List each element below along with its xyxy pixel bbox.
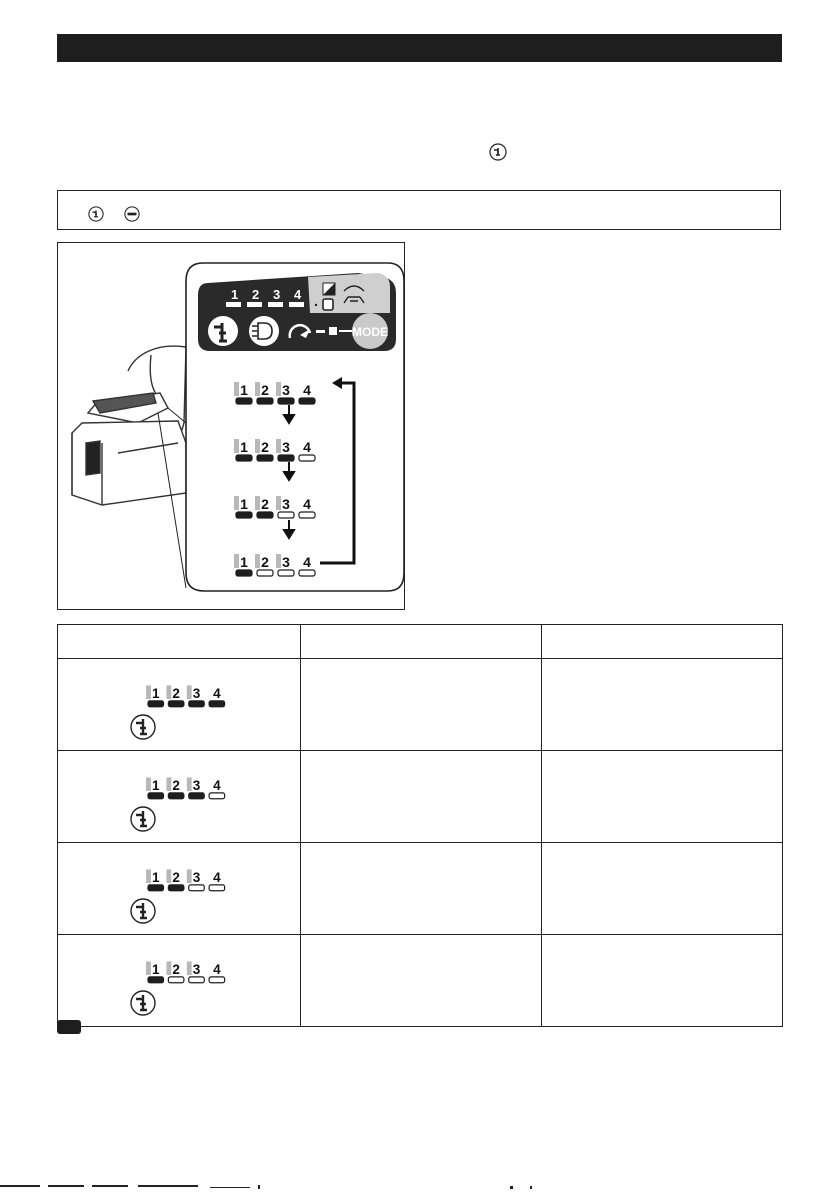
sequence-digit-shade <box>276 496 281 510</box>
table-indicator-digit: 4 <box>213 870 221 885</box>
light-button-icon[interactable] <box>249 316 279 346</box>
sequence-led-off <box>278 570 294 576</box>
table-indicator-led-on <box>209 701 225 707</box>
sequence-led-on <box>236 570 252 576</box>
impact-force-icon <box>88 206 104 222</box>
table-cell <box>542 935 783 1027</box>
sequence-digit-shade <box>255 382 260 396</box>
table-row <box>58 935 783 1027</box>
table-indicator-digit: 2 <box>172 778 180 793</box>
sequence-digit: 4 <box>303 554 311 570</box>
impact-force-icon <box>131 991 155 1015</box>
sequence-led-on <box>257 455 273 461</box>
table-indicator-digit: 3 <box>192 686 201 701</box>
indicator-table <box>57 624 783 1027</box>
sequence-digit-shade <box>234 382 239 396</box>
indicator-row-icon <box>58 659 299 745</box>
table-indicator-digit-shade <box>166 869 171 883</box>
table-indicator-digit-shade <box>166 685 171 699</box>
table-indicator-led-off <box>209 977 225 983</box>
sequence-led-on <box>299 398 315 404</box>
table-cell <box>301 751 542 843</box>
sequence-digit: 2 <box>261 496 269 512</box>
sequence-digit-shade <box>234 496 239 510</box>
impact-force-icon <box>131 807 155 831</box>
table-indicator-led-off <box>189 977 205 983</box>
table-indicator-led-on <box>148 701 164 707</box>
table-indicator-digit: 2 <box>172 962 180 977</box>
indicator-cell <box>58 751 301 843</box>
table-indicator-digit: 3 <box>192 962 201 977</box>
sequence-digit: 3 <box>282 439 290 455</box>
table-cell <box>301 843 542 935</box>
sequence-digit-shade <box>234 439 239 453</box>
table-indicator-digit-shade <box>166 961 171 975</box>
table-indicator-led-off <box>189 885 205 891</box>
indicator-row-icon <box>58 751 299 837</box>
table-indicator-digit: 4 <box>213 962 221 977</box>
impact-force-icon <box>489 143 507 161</box>
table-indicator-digit-shade <box>166 777 171 791</box>
table-indicator-led-on <box>148 885 164 891</box>
note-box <box>57 190 781 230</box>
sequence-led-on <box>257 398 273 404</box>
table-indicator-digit: 2 <box>172 686 180 701</box>
sequence-digit: 1 <box>240 554 248 570</box>
sequence-digit: 2 <box>261 554 269 570</box>
sequence-digit: 2 <box>261 439 269 455</box>
section-header-bar <box>57 34 782 62</box>
table-cell <box>542 659 783 751</box>
indicator-row-icon <box>58 935 299 1021</box>
sequence-led-off <box>278 512 294 518</box>
sequence-digit: 4 <box>303 439 311 455</box>
indicator-row-icon <box>58 843 299 929</box>
table-indicator-digit: 4 <box>213 686 221 701</box>
table-indicator-digit-shade <box>146 961 151 975</box>
table-cell <box>542 751 783 843</box>
table-indicator-digit-shade <box>187 777 192 791</box>
table-indicator-led-off <box>209 885 225 891</box>
table-indicator-digit-shade <box>187 961 192 975</box>
table-indicator-led-on <box>168 793 184 799</box>
indicator-cell <box>58 843 301 935</box>
sequence-digit: 1 <box>240 496 248 512</box>
indicator-cell <box>58 935 301 1027</box>
impact-force-icon <box>131 715 155 739</box>
table-indicator-digit-shade <box>146 869 151 883</box>
table-header-cell <box>58 625 301 659</box>
sequence-digit: 3 <box>282 554 290 570</box>
panel-digit: 3 <box>273 287 281 302</box>
table-indicator-digit-shade <box>187 685 192 699</box>
table-cell <box>301 659 542 751</box>
mode-button-label: MODE <box>352 325 388 339</box>
table-indicator-led-on <box>168 701 184 707</box>
table-header-row <box>58 625 783 659</box>
sequence-led-on <box>278 455 294 461</box>
table-indicator-digit: 1 <box>151 778 160 793</box>
sequence-digit-shade <box>234 554 239 568</box>
sequence-digit: 3 <box>282 382 290 398</box>
indicator-cell <box>58 659 301 751</box>
panel-digit: 4 <box>294 287 302 302</box>
table-row <box>58 843 783 935</box>
table-header-cell <box>301 625 542 659</box>
panel-led <box>226 302 241 307</box>
table-indicator-led-off <box>168 977 184 983</box>
table-cell <box>301 935 542 1027</box>
table-indicator-digit: 2 <box>172 870 180 885</box>
sequence-led-on <box>257 512 273 518</box>
sequence-digit-shade <box>276 439 281 453</box>
table-indicator-digit: 3 <box>192 778 201 793</box>
sequence-digit-shade <box>276 382 281 396</box>
impact-force-button-icon[interactable] <box>208 316 238 346</box>
table-indicator-led-on <box>168 885 184 891</box>
sequence-led-off <box>299 455 315 461</box>
sequence-led-off <box>299 570 315 576</box>
sequence-digit: 2 <box>261 382 269 398</box>
figure-frame <box>57 242 405 610</box>
table-row <box>58 751 783 843</box>
sequence-led-off <box>299 512 315 518</box>
table-indicator-led-on <box>148 977 164 983</box>
table-row <box>58 659 783 751</box>
mode-icon <box>124 206 140 222</box>
mode-button[interactable] <box>352 313 388 349</box>
table-indicator-digit: 1 <box>151 870 160 885</box>
impact-force-icon <box>131 899 155 923</box>
language-badge <box>57 1020 81 1034</box>
sequence-led-on <box>236 455 252 461</box>
table-indicator-led-on <box>148 793 164 799</box>
table-indicator-digit-shade <box>187 869 192 883</box>
sequence-led-on <box>236 398 252 404</box>
table-indicator-digit: 4 <box>213 778 221 793</box>
sequence-digit: 1 <box>240 439 248 455</box>
sequence-digit-shade <box>276 554 281 568</box>
table-indicator-digit-shade <box>146 777 151 791</box>
sequence-digit: 4 <box>303 382 311 398</box>
table-indicator-digit-shade <box>146 685 151 699</box>
table-header-cell <box>542 625 783 659</box>
sequence-digit-shade <box>255 496 260 510</box>
table-indicator-led-off <box>209 793 225 799</box>
sequence-digit-shade <box>255 554 260 568</box>
sequence-led-off <box>257 570 273 576</box>
table-indicator-digit: 1 <box>151 686 160 701</box>
panel-led <box>247 302 262 307</box>
table-cell <box>542 843 783 935</box>
indicator-figure <box>58 243 405 610</box>
panel-digit: 2 <box>252 287 260 302</box>
panel-digit: 1 <box>231 287 239 302</box>
sequence-digit: 1 <box>240 382 248 398</box>
sequence-digit: 4 <box>303 496 311 512</box>
battery-panel <box>308 273 390 313</box>
sequence-led-on <box>236 512 252 518</box>
panel-led <box>289 302 304 307</box>
table-indicator-led-on <box>189 701 205 707</box>
footer-print-marks <box>0 1183 840 1192</box>
panel-led <box>268 302 283 307</box>
sequence-digit: 3 <box>282 496 290 512</box>
sequence-digit-shade <box>255 439 260 453</box>
table-indicator-digit: 3 <box>192 870 201 885</box>
table-indicator-led-on <box>189 793 205 799</box>
sequence-led-on <box>278 398 294 404</box>
table-indicator-digit: 1 <box>151 962 160 977</box>
